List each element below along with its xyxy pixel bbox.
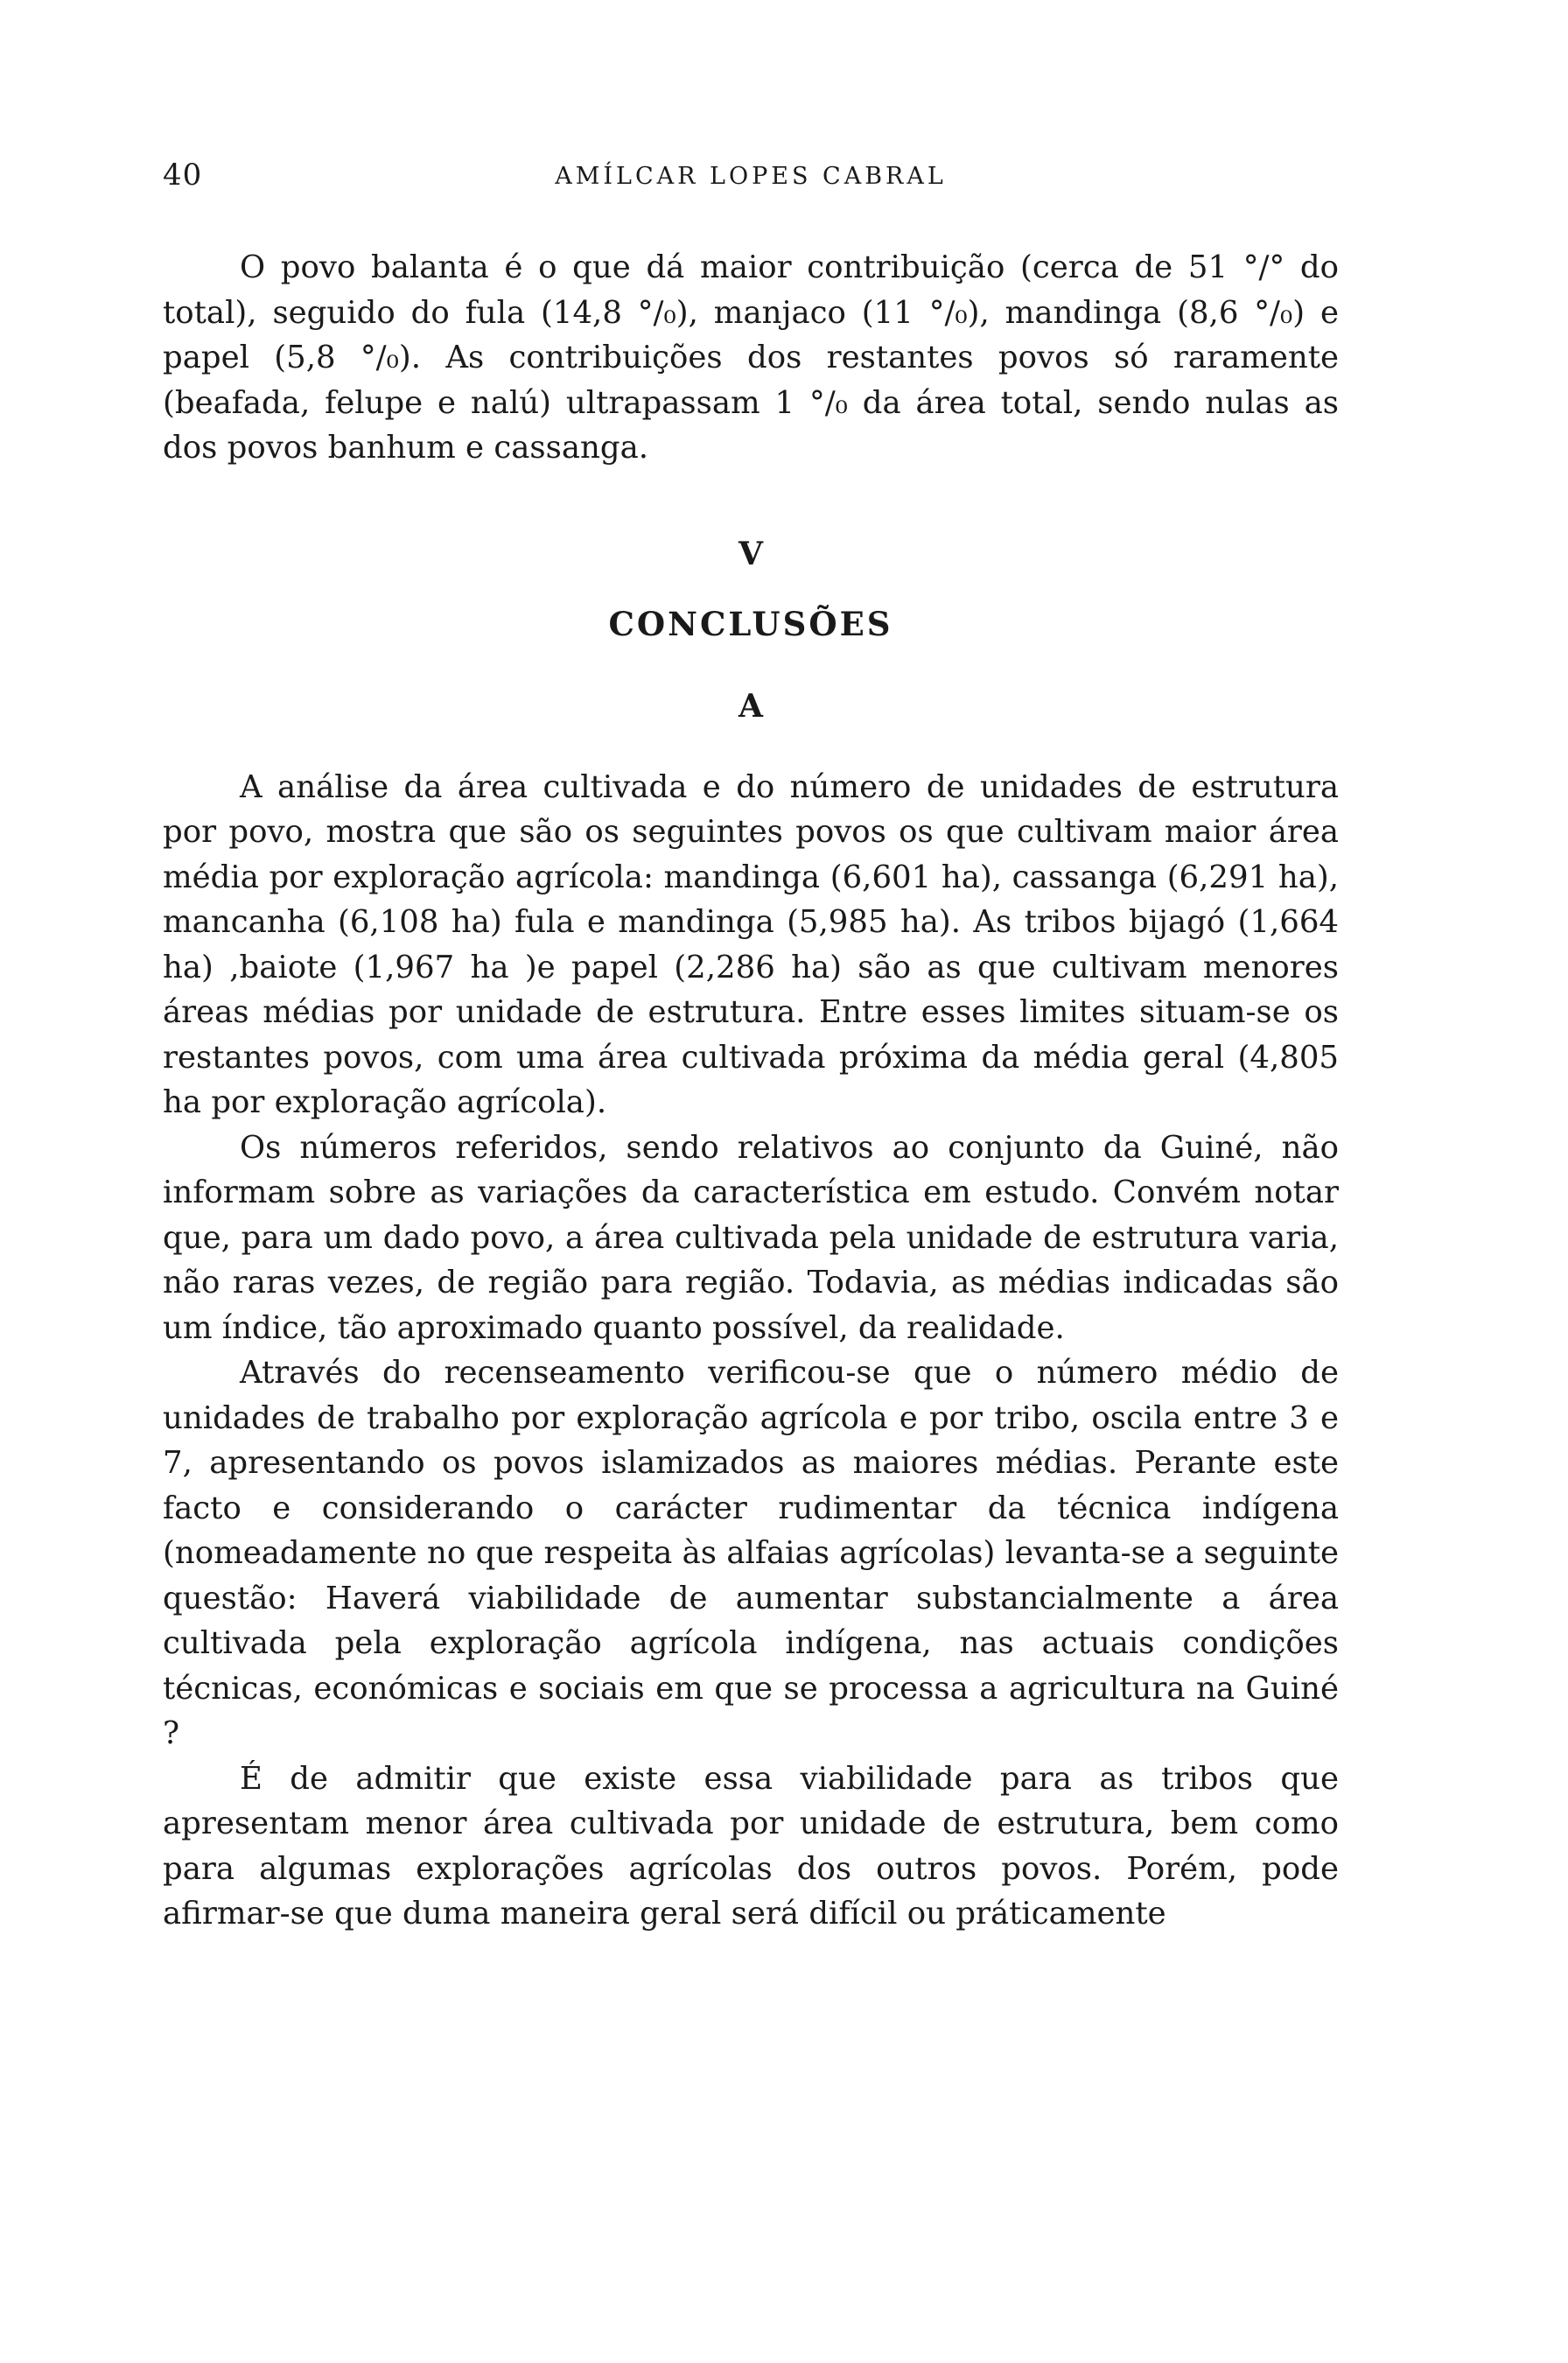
section-title: CONCLUSÕES: [608, 604, 893, 643]
paragraph-area-analysis: A análise da área cultivada e do número de unidades de estrutura por povo, mostra que são os seguintes povos os que cultivam maior área média por exploração agrícola: mandinga (6,601 ha), cassanga (6,291 ha), mancanha (6,108 ha) fula e mandinga (5,985 ha). As tribos bijagó (1,664 ha) ,baiote (1,967 ha )e papel (2,286 ha) são as que cultivam menores áreas médias por unidade de estrutura. Entre esses limites situam-se os restantes povos, com uma área cultivada próxima da média geral (4,805 ha por exploração agrícola).: [163, 768, 1339, 1120]
intro-paragraph: O povo balanta é o que dá maior contribuição (cerca de 51 °/° do total), seguido do fula (14,8 °/₀), manjaco (11 °/₀), mandinga (8,6 °/₀) e papel (5,8 °/₀). As contribuições dos restantes povos só raramente (beafada, felupe e nalú) ultrapassam 1 °/₀ da área total, sendo nulas as dos povos banhum e cassanga.: [163, 249, 1339, 466]
paragraph-viability: É de admitir que existe essa viabilidade para as tribos que apresentam menor área cultivada por unidade de estrutura, bem como para algumas explorações agrícolas dos outros povos. Porém, pode afirmar-se que duma maneira geral será difícil ou práticamente: [163, 1760, 1339, 1932]
paragraph-regional-variation: Os números referidos, sendo relativos ao conjunto da Guiné, não informam sobre as variações da característica em estudo. Convém notar que, para um dado povo, a área cultivada pela unidade de estrutura varia, não raras vezes, de região para região. Todavia, as médias indicadas são um índice, tão aproximado quanto possível, da realidade.: [163, 1129, 1339, 1346]
subsection-heading: A: [738, 687, 763, 725]
section-number: V: [738, 535, 763, 572]
book-page: [163, 158, 1339, 1937]
paragraph-labour-units: Através do recenseamento verificou-se que o número médio de unidades de trabalho por exploração agrícola e por tribo, oscila entre 3 e 7, apresentando os povos islamizados as maiores médias. Perante este facto e considerando o carácter rudimentar da técnica indígena (nomeadamente no que respeita às alfaias agrícolas) levanta-se a seguinte questão: Haverá viabilidade de aumentar substancialmente a área cultivada pela exploração agrícola indígena, nas actuais condições técnicas, económicas e sociais em que se processa a agricultura na Guiné ?: [163, 1355, 1339, 1751]
page-number: 40: [163, 158, 203, 193]
page-body: [163, 245, 1339, 1937]
section-content: [163, 765, 1339, 1937]
running-header: [163, 158, 1339, 210]
running-title: AMÍLCAR LOPES CABRAL: [555, 163, 947, 190]
